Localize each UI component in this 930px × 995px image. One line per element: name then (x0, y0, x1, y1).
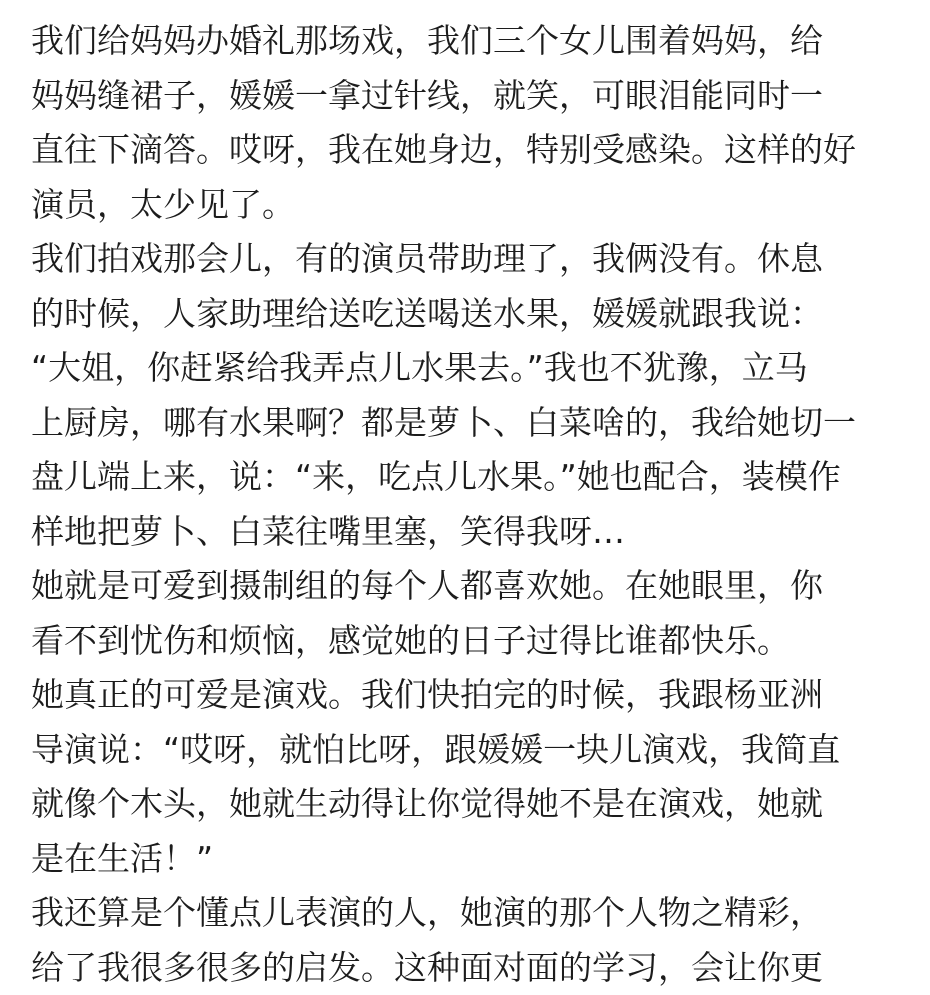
text-line: 是在生活！” (31, 832, 916, 887)
text-line: 样地把萝卜、白菜往嘴里塞，笑得我呀… (31, 505, 916, 560)
text-line: 看不到忧伤和烦恼，感觉她的日子过得比谁都快乐。 (31, 614, 916, 669)
text-line: 给了我很多很多的启发。这种面对面的学习，会让你更 (31, 941, 916, 995)
text-line: 我们拍戏那会儿，有的演员带助理了，我俩没有。休息 (31, 232, 916, 287)
text-line: 直往下滴答。哎呀，我在她身边，特别受感染。这样的好 (31, 123, 916, 178)
text-line: 她真正的可爱是演戏。我们快拍完的时候，我跟杨亚洲 (31, 668, 916, 723)
text-line: 我还算是个懂点儿表演的人，她演的那个人物之精彩， (31, 886, 916, 941)
text-line: 盘儿端上来，说：“来，吃点儿水果。”她也配合，装模作 (31, 450, 916, 505)
text-line: 妈妈缝裙子，媛媛一拿过针线，就笑，可眼泪能同时一 (31, 69, 916, 124)
text-line: 我们给妈妈办婚礼那场戏，我们三个女儿围着妈妈，给 (31, 14, 916, 69)
text-line: 的时候，人家助理给送吃送喝送水果，媛媛就跟我说： (31, 287, 916, 342)
text-line: 就像个木头，她就生动得让你觉得她不是在演戏，她就 (31, 777, 916, 832)
text-line: 上厨房，哪有水果啊？都是萝卜、白菜啥的，我给她切一 (31, 396, 916, 451)
article-text (31, 14, 916, 995)
text-line: “大姐，你赶紧给我弄点儿水果去。”我也不犹豫，立马 (31, 341, 916, 396)
text-line: 导演说：“哎呀，就怕比呀，跟媛媛一块儿演戏，我简直 (31, 723, 916, 778)
text-line: 她就是可爱到摄制组的每个人都喜欢她。在她眼里，你 (31, 559, 916, 614)
text-line: 演员，太少见了。 (31, 178, 916, 233)
